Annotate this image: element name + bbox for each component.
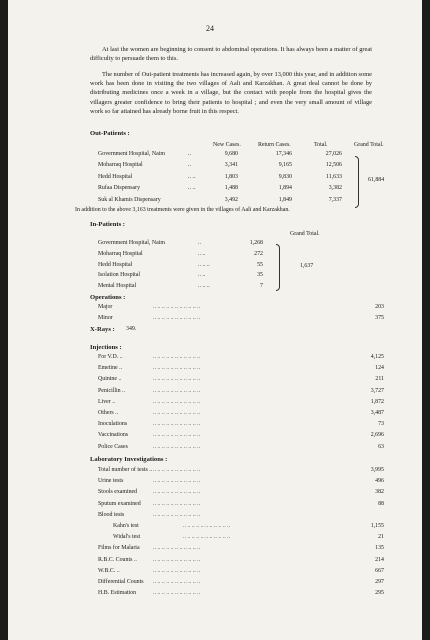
lab-row-value: 214 (375, 556, 384, 563)
outpatient-row-new: 1,803 (224, 173, 238, 180)
injection-row-value: 73 (378, 421, 384, 428)
lab-row-value: 297 (375, 579, 384, 585)
outpatient-row-return: 1,849 (278, 196, 292, 203)
outpatient-row-new: 3,341 (224, 162, 238, 169)
lab-row-leader: .. .. .. .. .. .. .. .. .. .. .. (153, 479, 201, 485)
lab-row-leader: .. .. .. .. .. .. .. .. .. .. .. (153, 501, 201, 507)
outpatient-row-total: 11,633 (326, 173, 342, 180)
outpatient-row-return: 9,165 (278, 162, 292, 169)
lab-row-name: Blood tests (98, 511, 125, 518)
inpatient-row-value: 55 (257, 261, 263, 268)
injection-row-leader: .. .. .. .. .. .. .. .. .. .. .. (153, 411, 201, 416)
outpatient-row-total: 12,506 (325, 162, 342, 169)
injection-row-leader: .. .. .. .. .. .. .. .. .. .. .. (153, 433, 201, 439)
injection-row-leader: .. .. .. .. .. .. .. .. .. .. .. (153, 377, 201, 383)
operation-row-value: 375 (375, 315, 384, 321)
outpatients-heading: Out-Patients : (90, 130, 130, 137)
lab-row-value: 496 (375, 478, 384, 485)
page-number: 24 (206, 24, 214, 33)
lab-heading: Laboratory Investigations : (90, 456, 168, 463)
inpatient-row-name: Government Hospital, Naim (98, 240, 165, 246)
outpatient-row-name: Rufaa Dispensary (98, 185, 141, 192)
injection-row-value: 4,125 (370, 354, 384, 360)
inpatient-row-dots: .. .. (198, 272, 206, 279)
inpatients-grand-total-label: Grand Total. (290, 231, 320, 237)
lab-row-leader: .. .. .. .. .. .. .. .. .. .. .. (153, 591, 201, 597)
lab-row-value: 21 (378, 534, 384, 541)
outpatient-row-dots: .. (188, 151, 191, 157)
injection-row-name: Quinine .. (98, 376, 122, 383)
injection-row-name: For V.D. .. (98, 354, 123, 360)
paragraph-operations: At last the women are beginning to consent to abdominal operations. It has always been a matter of great difficulty to persuade them to this. (90, 46, 372, 63)
injection-row-value: 124 (375, 365, 384, 372)
lab-row-name: Urine tests (98, 478, 124, 485)
injection-row-name: Emetine .. (98, 365, 123, 372)
outpatient-row-return: 9,830 (278, 173, 292, 180)
lab-row-name: Sputum examined (98, 500, 141, 507)
outpatient-row-dots: .. (188, 162, 191, 169)
injection-row-value: 2,696 (370, 432, 384, 439)
outpatients-brace (355, 156, 359, 208)
outpatient-row-name: Government Hospital, Naim (98, 151, 165, 157)
lab-row-value: 135 (375, 545, 384, 552)
injection-row-name: Penicillin .. (98, 387, 125, 394)
lab-row-leader: .. .. .. .. .. .. .. .. .. .. .. (153, 557, 201, 563)
lab-row-value: 88 (378, 500, 384, 507)
lab-row-leader: .. .. .. .. .. .. .. .. .. .. .. (153, 468, 201, 473)
lab-row-leader: .. .. .. .. .. .. .. .. .. .. .. (153, 546, 201, 552)
injection-row-name: Vaccinations (98, 432, 129, 439)
lab-row-leader: .. .. .. .. .. .. .. .. .. .. .. (153, 568, 201, 574)
lab-row-value: 667 (375, 567, 384, 574)
outpatient-row-return: 1,894 (278, 185, 292, 192)
lab-row-leader: .. .. .. .. .. .. .. .. .. .. .. (153, 512, 201, 518)
inpatient-row-value: 35 (257, 272, 263, 279)
inpatient-row-dots: .. .. (198, 250, 206, 257)
operations-heading: Operations : (90, 294, 126, 301)
col-return-cases: Return Cases. (258, 142, 291, 148)
lab-row-name: Films for Malaria (98, 545, 140, 552)
lab-row-value: 1,155 (370, 523, 384, 529)
injections-heading: Injections : (90, 344, 122, 351)
outpatient-row-name: Suk al Khamis Dispensary (98, 196, 161, 203)
col-grand-total: Grand Total. (354, 142, 384, 148)
lab-row-leader: .. .. .. .. .. .. .. .. .. .. .. (153, 490, 201, 496)
lab-row-value: 295 (375, 590, 384, 597)
outpatient-row-dots: .. .. (188, 173, 196, 180)
injection-row-leader: .. .. .. .. .. .. .. .. .. .. .. (153, 399, 201, 405)
injection-row-leader: .. .. .. .. .. .. .. .. .. .. .. (153, 366, 201, 372)
inpatient-row-dots: .. .. .. (198, 261, 210, 268)
injection-row-value: 1,872 (370, 398, 384, 405)
operation-row-value: 203 (375, 304, 384, 310)
lab-row-name: H.B. Estimation (98, 590, 137, 597)
col-total: Total. (314, 142, 328, 148)
injection-row-leader: .. .. .. .. .. .. .. .. .. .. .. (153, 388, 201, 394)
outpatient-row-new: 9,680 (224, 151, 238, 157)
injection-row-value: 3,727 (370, 387, 384, 394)
lab-row-leader: .. .. .. .. .. .. .. .. .. .. .. (183, 524, 231, 529)
outpatient-row-total: 3,382 (328, 185, 342, 192)
inpatient-row-value: 1,268 (249, 240, 263, 246)
lab-row-name: Differential Counts (98, 579, 144, 585)
paragraph-outpatients: The number of Out-patient treatments has increased again, by over 13,000 this year, and in addition some work has been done in visiting the two villages of Aali and Karzakhan. A great deal cannot be done by distributing medicines once a week in a village, but the contact with people from the hospital gives the villagers greater confidence to bring their patients to hospital ; and even the very small amount of village work so far attained has already borne fruit in this respect. (90, 71, 372, 115)
injection-row-name: Liver .. (98, 398, 116, 405)
lab-row-value: 3,995 (370, 467, 384, 473)
inpatient-row-value: 272 (254, 250, 263, 257)
lab-row-name: Kahn's test (113, 523, 139, 529)
inpatient-row-dots: .. .. .. (198, 283, 210, 290)
inpatient-row-name: Moharraq Hospital (98, 250, 143, 257)
outpatient-row-new: 3,492 (224, 196, 238, 203)
inpatient-row-name: Mental Hospital (98, 283, 137, 290)
injection-row-leader: .. .. .. .. .. .. .. .. .. .. .. (153, 444, 201, 450)
inpatients-grand-total: 1,637 (300, 263, 314, 269)
lab-row-name: W.B.C. .. (98, 567, 120, 574)
injection-row-value: 211 (375, 376, 384, 383)
inpatient-row-value: 7 (260, 283, 263, 290)
lab-row-value: 382 (375, 489, 384, 496)
outpatients-grand-total: 61,884 (368, 177, 385, 183)
outpatient-row-new: 1,488 (224, 185, 238, 192)
inpatient-row-name: Isolation Hospital (98, 272, 141, 279)
lab-row-name: Total number of tests .. (98, 467, 153, 473)
inpatients-heading: In-Patients : (90, 221, 125, 228)
inpatient-row-name: Hedd Hospital (98, 261, 133, 268)
villages-note: In addition to the above 3,163 treatments were given in the villages of Aali and Karzakhan. (75, 207, 290, 213)
lab-row-name: Widal's test (113, 534, 141, 541)
inpatients-brace (276, 244, 280, 291)
inpatient-row-dots: .. (198, 240, 201, 246)
xrays-heading: X-Rays : (90, 326, 115, 333)
injection-row-leader: .. .. .. .. .. .. .. .. .. .. .. (153, 355, 201, 360)
outpatient-row-total: 27,026 (325, 151, 342, 157)
operation-row-name: Major (98, 304, 113, 310)
lab-row-leader: .. .. .. .. .. .. .. .. .. .. .. (153, 580, 201, 585)
injection-row-name: Police Cases (98, 443, 128, 450)
outpatient-row-return: 17,346 (275, 151, 292, 157)
operation-row-name: Minor (98, 315, 113, 321)
col-new-cases: New Cases. (213, 142, 241, 148)
injection-row-leader: .. .. .. .. .. .. .. .. .. .. .. (153, 422, 201, 428)
outpatient-row-total: 7,337 (328, 196, 342, 203)
xrays-value: 349. (126, 326, 137, 332)
outpatient-row-name: Hedd Hospital (98, 173, 133, 180)
lab-row-name: R.B.C. Counts .. (98, 556, 137, 563)
injection-row-value: 3,487 (370, 410, 384, 416)
injection-row-name: Inoculations (98, 421, 128, 428)
operation-row-leader: .. .. .. .. .. .. .. .. .. .. .. (153, 305, 201, 310)
document-page (8, 0, 422, 640)
injection-row-value: 63 (378, 443, 384, 450)
outpatient-row-dots: .. .. (188, 185, 196, 192)
lab-row-name: Stools examined (98, 489, 138, 496)
operation-row-leader: .. .. .. .. .. .. .. .. .. .. .. (153, 316, 201, 321)
injection-row-name: Others .. (98, 410, 119, 416)
lab-row-leader: .. .. .. .. .. .. .. .. .. .. .. (183, 535, 231, 541)
outpatient-row-name: Moharraq Hospital (98, 162, 143, 169)
